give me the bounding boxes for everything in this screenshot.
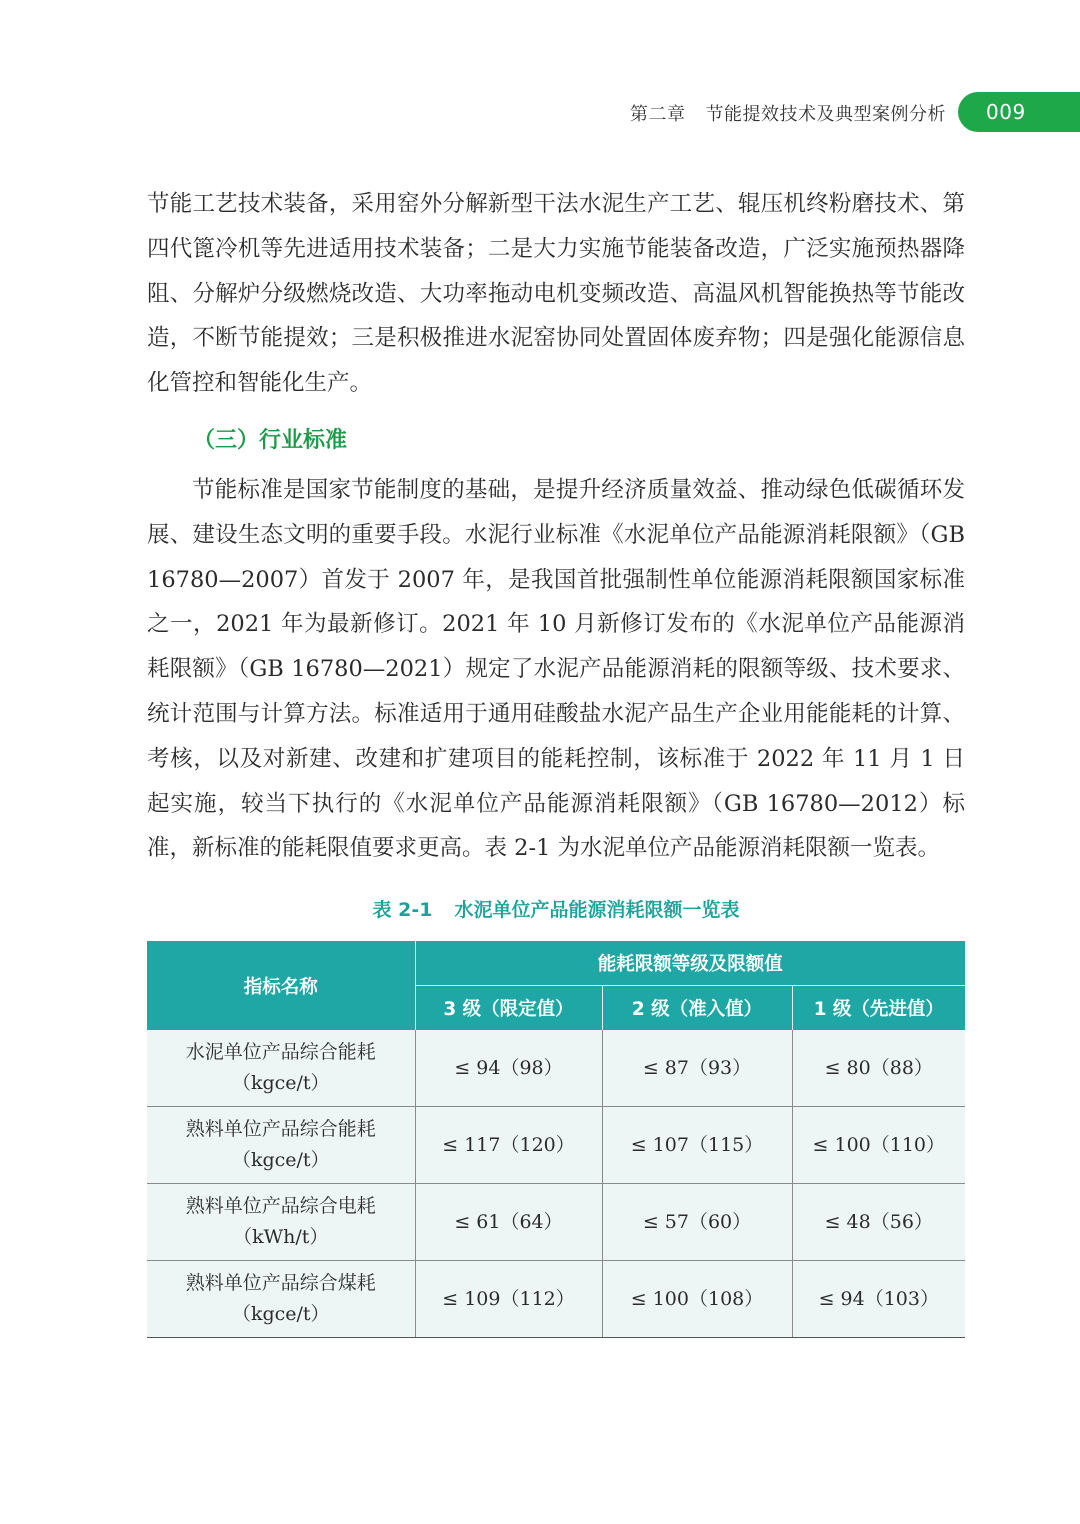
value-level-2: ≤ 87（93） (602, 1030, 792, 1107)
indicator-cell (147, 1184, 415, 1261)
value-level-1: ≤ 94（103） (792, 1261, 965, 1338)
value-level-2: ≤ 57（60） (602, 1184, 792, 1261)
page-number-tab (958, 92, 1080, 132)
page-number: 009 (986, 100, 1026, 124)
indicator-unit: （kWh/t） (233, 1226, 329, 1249)
header-limit-group: 能耗限额等级及限额值 (415, 941, 965, 986)
indicator-unit: （kgce/t） (231, 1072, 330, 1095)
running-header (0, 92, 1080, 132)
table-row (147, 1261, 965, 1338)
header-indicator-name: 指标名称 (147, 941, 415, 1030)
indicator-cell (147, 1261, 415, 1338)
value-level-3: ≤ 61（64） (415, 1184, 602, 1261)
page-content (147, 182, 965, 1338)
indicator-name: 熟料单位产品综合煤耗 (185, 1272, 376, 1295)
indicator-name: 水泥单位产品综合能耗 (185, 1041, 376, 1064)
value-level-1: ≤ 80（88） (792, 1030, 965, 1107)
table-row (147, 1030, 965, 1107)
paragraph-standards: 节能标准是国家节能制度的基础，是提升经济质量效益、推动绿色低碳循环发展、建设生态文明的重要手段。水泥行业标准《水泥单位产品能源消耗限额》（GB 16780—2007）首发于 2007 年，是我国首批强制性单位能源消耗限额国家标准之一，2021 年为最新修订。2021 年 10 月新修订发布的《水泥单位产品能源消耗限额》（GB 16780—2021）规定了水泥产品能源消耗的限额等级、技术要求、统计范围与计算方法。标准适用于通用硅酸盐水泥产品生产企业用能能耗的计算、考核，以及对新建、改建和扩建项目的能耗控制，该标准于 2022 年 11 月 1 日起实施，较当下执行的《水泥单位产品能源消耗限额》（GB 16780—2012）标准，新标准的能耗限值要求更高。表 2-1 为水泥单位产品能源消耗限额一览表。 (147, 476, 965, 862)
table-row (147, 1107, 965, 1184)
table-row (147, 1184, 965, 1261)
value-level-2: ≤ 107（115） (602, 1107, 792, 1184)
value-level-1: ≤ 48（56） (792, 1184, 965, 1261)
indicator-name: 熟料单位产品综合能耗 (185, 1118, 376, 1141)
header-level-2: 2 级（准入值） (602, 986, 792, 1031)
table-caption-number: 表 2-1 (372, 899, 433, 922)
chapter-label: 第二章 (630, 104, 686, 125)
energy-limit-table (147, 941, 965, 1338)
indicator-cell (147, 1030, 415, 1107)
table-header-row (147, 941, 965, 986)
value-level-1: ≤ 100（110） (792, 1107, 965, 1184)
table-caption-title: 水泥单位产品能源消耗限额一览表 (454, 899, 740, 922)
indicator-cell (147, 1107, 415, 1184)
value-level-3: ≤ 109（112） (415, 1261, 602, 1338)
header-level-3: 3 级（限定值） (415, 986, 602, 1031)
indicator-name: 熟料单位产品综合电耗 (185, 1195, 376, 1218)
indicator-unit: （kgce/t） (231, 1149, 330, 1172)
section-heading: （三）行业标准 (193, 427, 348, 453)
header-text (630, 100, 946, 126)
paragraph-continued: 节能工艺技术装备，采用窑外分解新型干法水泥生产工艺、辊压机终粉磨技术、第四代篦冷机等先进适用技术装备；二是大力实施节能装备改造，广泛实施预热器降阻、分解炉分级燃烧改造、大功率拖动电机变频改造、高温风机智能换热等节能改造，不断节能提效；三是积极推进水泥窑协同处置固体废弃物；四是强化能源信息化管控和智能化生产。 (147, 191, 965, 397)
value-level-3: ≤ 94（98） (415, 1030, 602, 1107)
table-caption (147, 895, 965, 925)
header-level-1: 1 级（先进值） (792, 986, 965, 1031)
value-level-2: ≤ 100（108） (602, 1261, 792, 1338)
indicator-unit: （kgce/t） (231, 1303, 330, 1326)
value-level-3: ≤ 117（120） (415, 1107, 602, 1184)
chapter-title: 节能提效技术及典型案例分析 (705, 104, 946, 125)
